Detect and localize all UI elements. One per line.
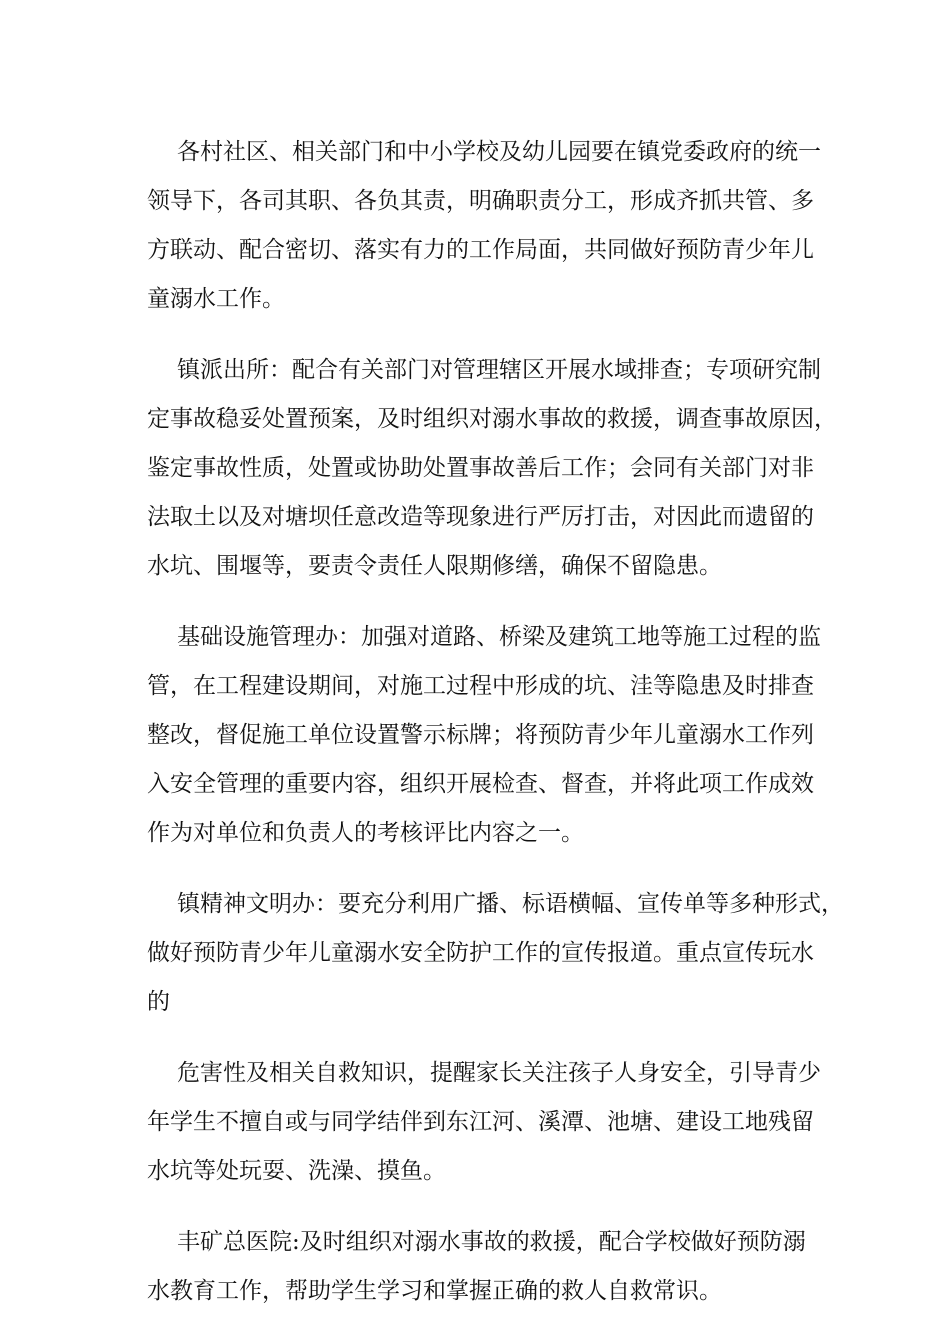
text-line: 水教育工作，帮助学生学习和掌握正确的救人自救常识。: [147, 1278, 722, 1304]
paragraph-hospital: [147, 1218, 812, 1316]
paragraph-hazard-awareness: [147, 1049, 821, 1196]
text-line: 危害性及相关自救知识，提醒家长关注孩子人身安全，引导青少: [177, 1060, 821, 1086]
text-line: 的: [147, 989, 170, 1015]
text-line: 方联动、配合密切、落实有力的工作局面，共同做好预防青少年儿: [147, 237, 814, 263]
text-line: 水坑等处玩耍、洗澡、摸鱼。: [147, 1158, 446, 1184]
text-line: 入安全管理的重要内容，组织开展检查、督查，并将此项工作成效: [147, 771, 814, 797]
document-body: [147, 128, 844, 1316]
text-line: 镇派出所：配合有关部门对管理辖区开展水域排查；专项研究制: [177, 357, 821, 383]
paragraph-civilization-office: [147, 880, 844, 1027]
text-line: 领导下，各司其职、各负其责，明确职责分工，形成齐抓共管、多: [147, 188, 814, 214]
text-line: 各村社区、相关部门和中小学校及幼儿园要在镇党委政府的统一: [177, 139, 821, 165]
text-line: 定事故稳妥处置预案，及时组织对溺水事故的救援，调查事故原因，: [147, 406, 837, 432]
text-line: 鉴定事故性质，处置或协助处置事故善后工作；会同有关部门对非: [147, 455, 814, 481]
paragraph-joint-responsibility: [147, 128, 821, 324]
text-line: 作为对单位和负责人的考核评比内容之一。: [147, 820, 584, 846]
text-line: 法取土以及对塘坝任意改造等现象进行严厉打击，对因此而遗留的: [147, 504, 814, 530]
text-line: 做好预防青少年儿童溺水安全防护工作的宣传报道。重点宣传玩水: [147, 940, 814, 966]
paragraph-police-station: [147, 346, 837, 591]
text-line: 管，在工程建设期间，对施工过程中形成的坑、洼等隐患及时排查: [147, 673, 814, 699]
text-line: 水坑、围堰等，要责令责任人限期修缮，确保不留隐患。: [147, 553, 722, 579]
text-line: 童溺水工作。: [147, 286, 285, 312]
text-line: 整改，督促施工单位设置警示标牌；将预防青少年儿童溺水工作列: [147, 722, 814, 748]
text-line: 镇精神文明办：要充分利用广播、标语横幅、宣传单等多种形式，: [177, 891, 844, 917]
paragraph-infrastructure-office: [147, 613, 821, 858]
text-line: 基础设施管理办：加强对道路、桥梁及建筑工地等施工过程的监: [177, 624, 821, 650]
text-line: 年学生不擅自或与同学结伴到东江河、溪潭、池塘、建设工地残留: [147, 1109, 814, 1135]
text-line: 丰矿总医院:及时组织对溺水事故的救援，配合学校做好预防溺: [177, 1229, 806, 1255]
